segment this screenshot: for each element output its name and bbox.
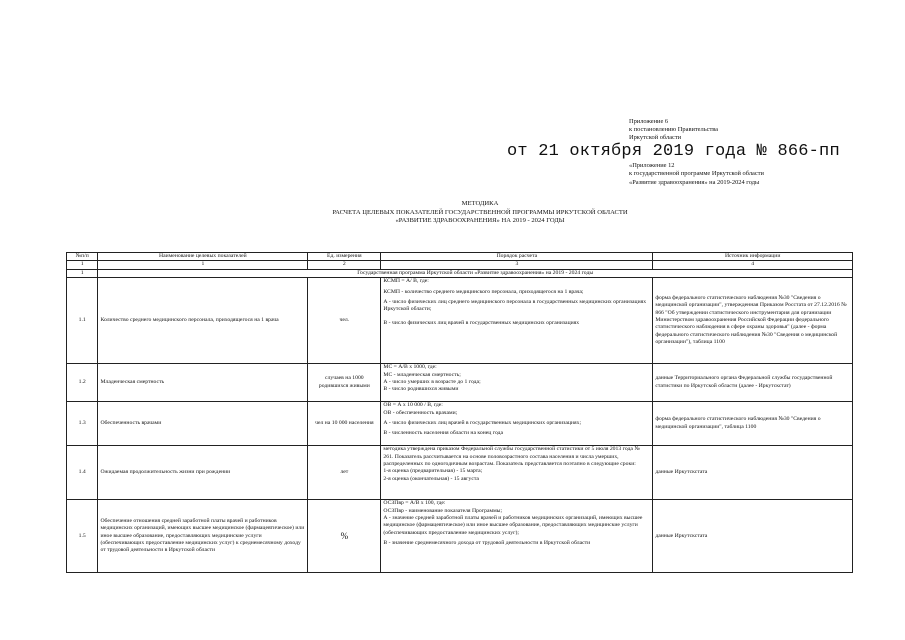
source-cell: форма федерального статистического наблюдения №30 "Сведения о медицинской организации", таблица 1100 bbox=[653, 402, 853, 446]
table-row bbox=[67, 364, 853, 402]
row-number: 1.3 bbox=[67, 402, 98, 446]
row-number: 1.2 bbox=[67, 364, 98, 402]
document-title bbox=[200, 200, 760, 226]
column-number: 4 bbox=[653, 261, 853, 269]
calculation-cell bbox=[381, 500, 653, 573]
calc-formula: КСМП = А/ В, где: bbox=[383, 278, 429, 285]
appendix-line: к постановлению Правительства bbox=[629, 126, 719, 133]
indicator-name: Ожидаемая продолжительность жизни при рождении bbox=[98, 446, 308, 500]
calc-line: А - число физических лиц среднего медицинского персонала в государственных медицинских организациях Иркутской области; bbox=[383, 299, 647, 313]
table-row bbox=[67, 446, 853, 500]
calculation-cell bbox=[381, 278, 653, 364]
calculation-cell bbox=[381, 364, 653, 402]
column-number: 2 bbox=[308, 261, 381, 269]
header-cell: №п/п bbox=[67, 253, 98, 261]
indicator-unit: чел. bbox=[308, 278, 381, 364]
calc-line: МС - младенческая смертность; bbox=[383, 371, 461, 378]
calculation-cell bbox=[381, 446, 653, 500]
table-row bbox=[67, 402, 853, 446]
calc-line: В - число родившихся живыми bbox=[383, 386, 459, 393]
source-cell: форма федерального статистического наблюдения №30 "Сведения о медицинской организации", утвержденная Приказом Росстата от 27.12.2016 № 866 "Об утверждении статистического инструментария для организации Министерством здравоохранения Российской Федерации федерального статистического наблюдения в сфере охраны здоровья" (далее - форма федерального статистического наблюдения №30 "Сведения о медицинской организации"), таблица 1100 bbox=[653, 278, 853, 364]
calc-line: ОВ - обеспеченность врачами; bbox=[383, 409, 458, 416]
program-ref-line: «Приложение 12 bbox=[629, 162, 675, 169]
column-number: 3 bbox=[381, 261, 653, 269]
section-row bbox=[67, 269, 853, 277]
indicator-name: Младенческая смертность bbox=[98, 364, 308, 402]
calc-line: В - значение среднемесячного дохода от трудовой деятельности в Иркутской области bbox=[383, 540, 591, 547]
header-cell: Источник информации bbox=[653, 253, 853, 261]
header-cell: Наименование целевых показателей bbox=[98, 253, 308, 261]
indicator-unit: % bbox=[308, 500, 381, 573]
calc-formula: ОВ = А х 10 000 / В, где: bbox=[383, 402, 443, 409]
calc-line: А - число физических лиц врачей в государственных медицинских организациях; bbox=[383, 420, 582, 427]
calc-line: А - число умерших в возрасте до 1 года; bbox=[383, 379, 481, 386]
table-row bbox=[67, 500, 853, 573]
indicator-name: Обеспеченность врачами bbox=[98, 402, 308, 446]
calc-line: В - число физических лиц врачей в государственных медицинских организациях bbox=[383, 319, 580, 326]
calc-line: В - численность населения области на конец года bbox=[383, 430, 504, 437]
column-number: 1 bbox=[67, 261, 98, 269]
row-number: 1.5 bbox=[67, 500, 98, 573]
source-cell: данные Иркутскстата bbox=[653, 500, 853, 573]
program-ref-line: к государственной программе Иркутской области bbox=[629, 170, 764, 178]
calc-line: КСМП - количество среднего медицинского персонала, приходящегося на 1 врача; bbox=[383, 288, 584, 295]
header-cell: Порядок расчета bbox=[381, 253, 653, 261]
row-number: 1.4 bbox=[67, 446, 98, 500]
calc-formula: МС = А/В х 1000, где: bbox=[383, 364, 437, 371]
indicator-name: Обеспечение отношения средней заработной платы врачей и работников медицинских организаций, имеющих высшее медицинское (фармацевтическое) или иное высшее образование, предоставляющих медицинские услуги (обеспечивающих предоставление медицинских услуг) к среднемесячному доходу от трудовой деятельности в Иркутской области bbox=[98, 500, 308, 573]
calc-line: 2-я оценка (окончательная) - 15 августа bbox=[383, 475, 479, 482]
calc-formula: методика утверждена приказом Федеральной службы государственной статистики от 5 июля 2013 года № 261. Показатель рассчитывается на основе половозрастного состава населения и числа умерших, распределенных по одногодичным возрастам. Показатель представляется поэтапно в следующие сроки: bbox=[383, 446, 640, 468]
title-line: «РАЗВИТИЕ ЗДРАВООХРАНЕНИЯ» НА 2019 - 2024 ГОДЫ bbox=[395, 217, 565, 224]
appendix-line: Иркутской области bbox=[629, 134, 682, 141]
indicator-unit: чел на 10 000 населения bbox=[308, 402, 381, 446]
section-title: Государственная программа Иркутской области «Развитие здравоохранения» на 2019 - 2024 годы bbox=[98, 269, 853, 277]
row-number: 1.1 bbox=[67, 278, 98, 364]
program-reference bbox=[629, 162, 869, 187]
calculation-cell bbox=[381, 402, 653, 446]
appendix-line: Приложение 6 bbox=[629, 118, 669, 125]
title-line: РАСЧЕТА ЦЕЛЕВЫХ ПОКАЗАТЕЛЕЙ ГОСУДАРСТВЕННОЙ ПРОГРАММЫ ИРКУТСКОЙ ОБЛАСТИ bbox=[332, 208, 628, 216]
column-number-row bbox=[67, 261, 853, 269]
indicator-unit: случаев на 1000 родившихся живыми bbox=[308, 364, 381, 402]
appendix-block bbox=[629, 118, 829, 142]
column-number: 1 bbox=[98, 261, 308, 269]
program-ref-line: «Развитие здравоохранения» на 2019-2024 годы bbox=[629, 178, 760, 186]
section-number: 1 bbox=[67, 269, 98, 277]
table-row bbox=[67, 278, 853, 364]
indicator-name: Количество среднего медицинского персонала, приходящегося на 1 врача bbox=[98, 278, 308, 364]
calc-line: А - значение средней заработной платы врачей и работников медицинских организаций, имеющих высшее медицинское (фармацевтическое) или иное высшее образование, предоставляющих медицинские услуги (обеспечивающих предоставление медицинских услуг); bbox=[383, 515, 643, 536]
table-header-row bbox=[67, 253, 853, 261]
source-cell: данные Иркутскстата bbox=[653, 446, 853, 500]
date-stamp: от 21 октября 2019 года № 866-пп bbox=[507, 142, 840, 161]
indicators-table bbox=[66, 252, 853, 573]
title-line: МЕТОДИКА bbox=[461, 200, 499, 207]
indicator-unit: лет bbox=[308, 446, 381, 500]
source-cell: данные Территориального органа Федеральной службы государственной статистики по Иркутской области (далее - Иркутскстат) bbox=[653, 364, 853, 402]
header-cell: Ед. измерения bbox=[308, 253, 381, 261]
calc-formula: ОСЗПвр = А/В х 100, где: bbox=[383, 500, 446, 507]
calc-line: 1-я оценка (предварительная) - 15 марта; bbox=[383, 468, 483, 475]
calc-line: ОСЗПвр - наименование показателя Программы; bbox=[383, 507, 503, 514]
